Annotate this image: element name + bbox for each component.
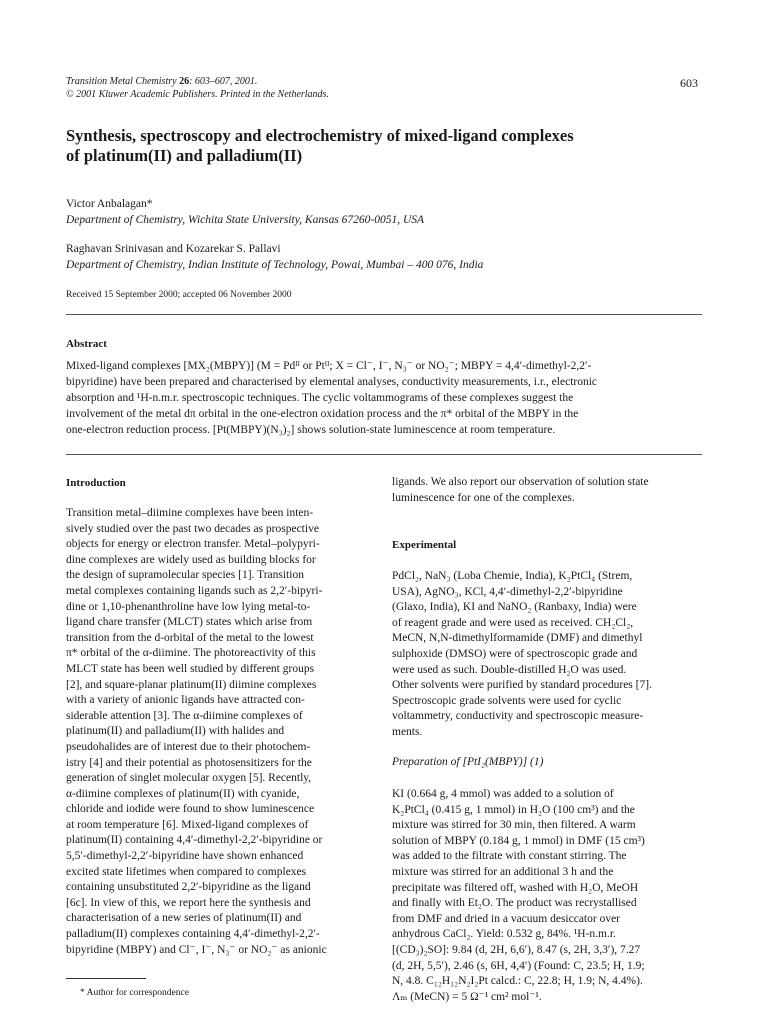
- text-line: USA), AgNO₃, KCl, 4,4′-dimethyl-2,2′-bipyridine: [392, 585, 623, 598]
- text-line: voltammetry, conductivity and spectroscopic measure-: [392, 710, 644, 723]
- divider: [66, 454, 702, 455]
- text-line: transition from the d-orbital of the metal to the lowest: [66, 631, 314, 644]
- journal-name: Transition Metal Chemistry: [66, 76, 177, 87]
- introduction-continuation: [392, 475, 702, 506]
- text-line: 5,5′-dimethyl-2,2′-bipyridine have shown enhanced: [66, 850, 304, 863]
- footnote-rule: [66, 978, 146, 979]
- text-line: sulphoxide (DMSO) were of spectroscopic grade and: [392, 647, 638, 660]
- text-line: ligands. We also report our observation of solution state: [392, 476, 649, 488]
- text-line: Spectroscopic grade solvents were used for cyclic: [392, 694, 622, 707]
- text-line: solution of MBPY (0.184 g, 1 mmol) in DMF (15 cm³): [392, 834, 645, 847]
- text-line: was added to the filtrate with constant stirring. The: [392, 850, 627, 863]
- introduction-heading: Introduction: [66, 477, 126, 489]
- text-line: [(CD₃)₂SO]: 9.84 (d, 2H, 6,6′), 8.47 (s, 2H, 3,3′), 7.27: [392, 943, 641, 956]
- text-line: excited state lifetimes when compared to complexes: [66, 865, 307, 878]
- text-line: platinum(II) containing 4,4′-dimethyl-2,2′-bipyridine or: [66, 834, 323, 847]
- text-line: (Glaxo, India), KI and NaNO₂ (Ranbaxy, India) were: [392, 601, 637, 614]
- abstract-heading: Abstract: [66, 338, 107, 350]
- divider: [66, 314, 702, 315]
- text-line: [6c]. In view of this, we report here the synthesis and: [66, 896, 311, 909]
- text-line: were used as such. Double-distilled H₂O was used.: [392, 663, 627, 676]
- text-line: KI (0.664 g, 4 mmol) was added to a solution of: [392, 788, 614, 800]
- text-line: ments.: [392, 725, 423, 738]
- text-line: luminescence for one of the complexes.: [392, 491, 575, 504]
- text-line: anhydrous CaCl₂. Yield: 0.532 g, 84%. ¹H-n.m.r.: [392, 928, 616, 941]
- preparation-body: [392, 787, 702, 1005]
- text-line: mixture was stirred for an additional 3 h and the: [392, 865, 614, 878]
- text-line: N, 4.8. C₁₂H₁₂N₂I₂Pt calcd.: C, 22.8; H, 1.9; N, 4.4%).: [392, 975, 643, 988]
- text-line: Transition metal–diimine complexes have been inten-: [66, 507, 314, 519]
- abstract-line: bipyridine) have been prepared and characterised by elemental analyses, conductivity measurements, i.r., electronic: [66, 376, 598, 388]
- text-line: MeCN, N,N-dimethylformamide (DMF) and dimethyl: [392, 632, 643, 645]
- text-line: dine or 1,10-phenanthroline have low lying metal-to-: [66, 600, 311, 613]
- abstract-line: involvement of the metal dπ orbital in the one-electron oxidation process and the π* orbital of the MBPY in the: [66, 408, 579, 420]
- text-line: and finally with Et₂O. The product was recrystallised: [392, 897, 637, 910]
- author-name: Raghavan Srinivasan and Kozarekar S. Pallavi: [66, 243, 281, 255]
- text-line: MLCT state has been well studied by different groups: [66, 662, 315, 675]
- text-line: π* orbital of the α-diimine. The photoreactivity of this: [66, 647, 316, 660]
- text-line: platinum(II) and palladium(II) with halides and: [66, 725, 285, 738]
- experimental-heading: Experimental: [392, 539, 457, 551]
- paper-title: [66, 126, 706, 166]
- text-line: the design of supramolecular species [1]. Transition: [66, 569, 304, 582]
- copyright-line: © 2001 Kluwer Academic Publishers. Printed in the Netherlands.: [66, 89, 329, 100]
- text-line: with a variety of anionic ligands have attracted con-: [66, 694, 305, 707]
- preparation-heading: Preparation of [PtI₂(MBPY)] (1): [392, 756, 544, 768]
- author-affiliation: Department of Chemistry, Wichita State University, Kansas 67260-0051, USA: [66, 214, 425, 226]
- author-affiliation: Department of Chemistry, Indian Institute of Technology, Powai, Mumbai – 400 076, India: [66, 259, 484, 271]
- text-line: pseudohalides are of interest due to their photochem-: [66, 740, 311, 753]
- text-line: PdCl₂, NaN₃ (Loba Chemie, India), K₂PtCl₄ (Strem,: [392, 570, 633, 582]
- text-line: Λₘ (MeCN) = 5 Ω⁻¹ cm² mol⁻¹.: [392, 990, 542, 1003]
- journal-pages: : 603–607, 2001.: [189, 76, 258, 87]
- text-line: Other solvents were purified by standard procedures [7].: [392, 679, 652, 692]
- text-line: from DMF and dried in a vacuum desiccator over: [392, 912, 621, 925]
- author-block: [66, 196, 424, 228]
- experimental-body: [392, 569, 702, 741]
- author-block: [66, 241, 483, 273]
- text-line: (d, 2H, 5,5′), 2.46 (s, 6H, 4,4′) (Found: C, 23.5; H, 1.9;: [392, 959, 645, 972]
- author-name: Victor Anbalagan*: [66, 198, 153, 210]
- text-line: mixture was stirred for 30 min, then filtered. A warm: [392, 819, 636, 832]
- text-line: containing unsubstituted 2,2′-bipyridine as the ligand: [66, 881, 311, 894]
- text-line: of reagent grade and were used as received. CH₂Cl₂,: [392, 616, 634, 629]
- text-line: ligand chare transfer (MLCT) states which arise from: [66, 616, 313, 629]
- journal-line: [66, 75, 329, 88]
- text-line: metal complexes containing ligands such as 2,2′-bipyri-: [66, 584, 323, 597]
- text-line: bipyridine (MBPY) and Cl⁻, I⁻, N₃⁻ or NO₂⁻ as anionic: [66, 943, 327, 956]
- introduction-body: [66, 506, 376, 958]
- text-line: at room temperature [6]. Mixed-ligand complexes of: [66, 818, 309, 831]
- journal-citation: [66, 75, 329, 101]
- abstract-line: one-electron reduction process. [Pt(MBPY)(N₃)₂] shows solution-state luminescence at room temperature.: [66, 424, 556, 436]
- text-line: precipitate was filtered off, washed with H₂O, MeOH: [392, 881, 639, 894]
- abstract-line: absorption and ¹H-n.m.r. spectroscopic techniques. The cyclic voltammograms of these complexes suggest the: [66, 392, 574, 404]
- received-dates: Received 15 September 2000; accepted 06 November 2000: [66, 290, 292, 300]
- abstract-body: [66, 358, 702, 438]
- text-line: istry [4] and their potential as photosensitizers for the: [66, 756, 312, 769]
- title-line: of platinum(II) and palladium(II): [66, 146, 303, 165]
- title-line: Synthesis, spectroscopy and electrochemistry of mixed-ligand complexes: [66, 126, 574, 145]
- text-line: characterisation of a new series of platinum(II) and: [66, 912, 302, 925]
- text-line: α-diimine complexes of platinum(II) with cyanide,: [66, 787, 300, 800]
- text-line: siderable attention [3]. The α-diimine complexes of: [66, 709, 303, 722]
- journal-volume: 26: [179, 76, 190, 87]
- text-line: K₂PtCl₄ (0.415 g, 1 mmol) in H₂O (100 cm³) and the: [392, 803, 635, 816]
- text-line: sively studied over the past two decades as prospective: [66, 522, 319, 535]
- text-line: dine complexes are widely used as building blocks for: [66, 553, 316, 566]
- text-line: chloride and iodide were found to show luminescence: [66, 803, 315, 816]
- page-number: 603: [680, 76, 698, 90]
- abstract-line: Mixed-ligand complexes [MX₂(MBPY)] (M = Pdᴵᴵ or Ptᴵᴵ; X = Cl⁻, I⁻, N₃⁻ or NO₂⁻; MBPY = 4,4′-dimethyl-2,2′-: [66, 360, 592, 372]
- footnote: * Author for correspondence: [80, 988, 189, 998]
- text-line: palladium(II) complexes containing 4,4′-dimethyl-2,2′-: [66, 928, 320, 941]
- text-line: [2], and square-planar platinum(II) diimine complexes: [66, 678, 317, 691]
- text-line: objects for energy or electron transfer. Metal–polypyri-: [66, 538, 320, 551]
- text-line: generation of singlet molecular oxygen [5]. Recently,: [66, 772, 312, 785]
